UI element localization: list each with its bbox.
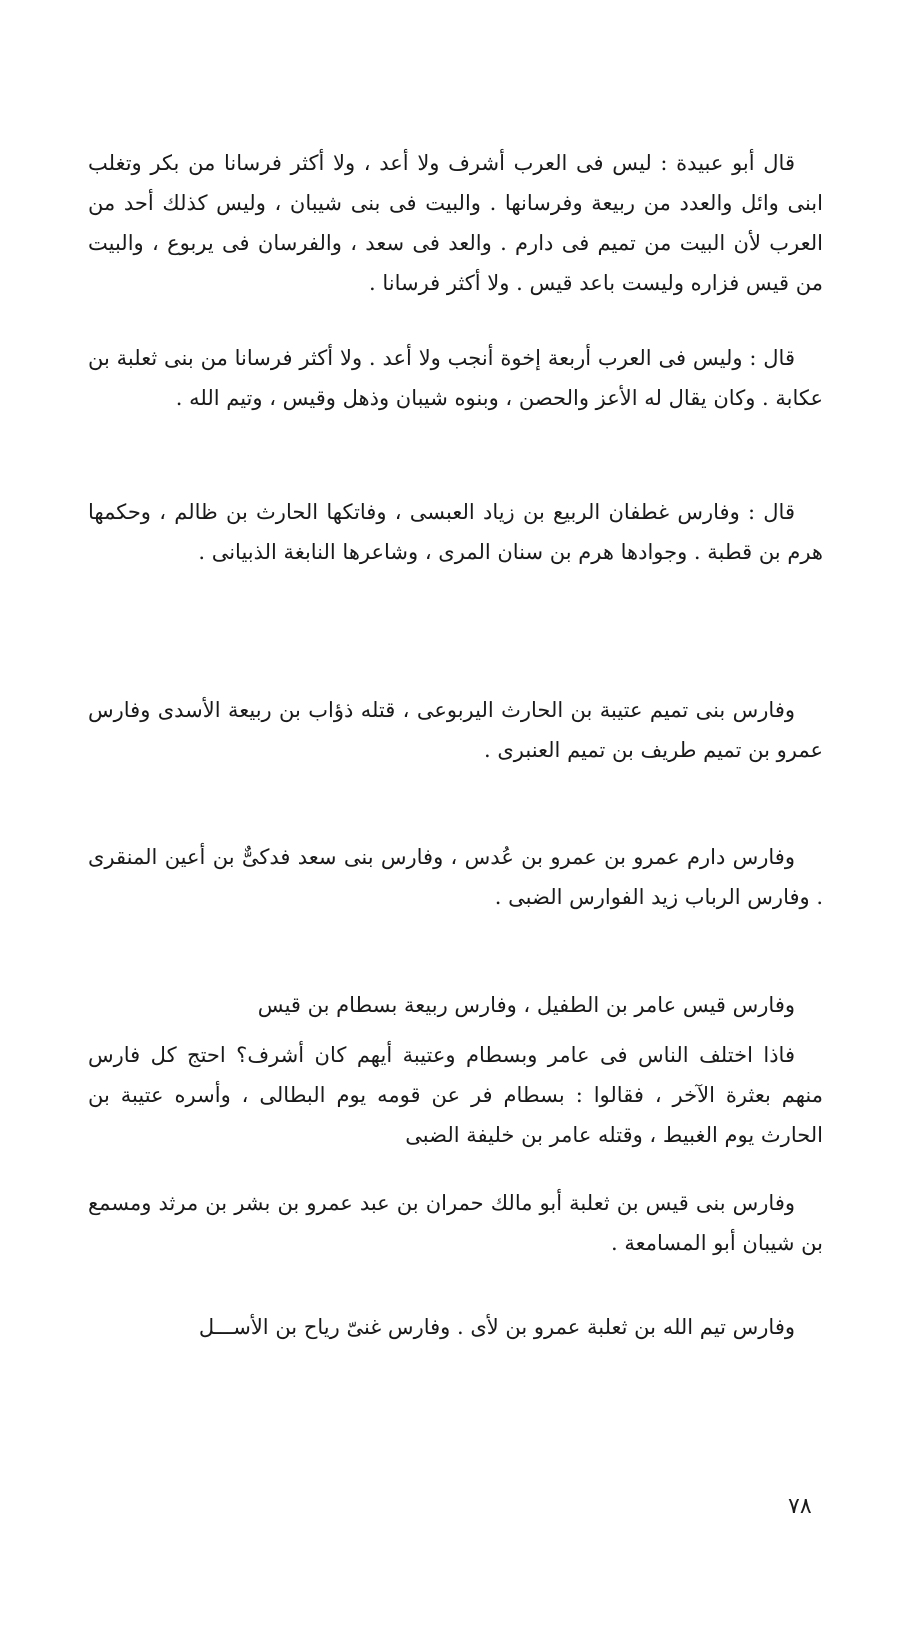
paragraph-ghatafan	[88, 492, 823, 572]
paragraph-text: قال : وفارس غطفان الربيع بن زياد العبسى ، وفاتكها الحارث بن ظالم ، وحكمها هرم بن قطبة . وجوادها هرم بن سنان المرى ، وشاعرها النابغة الذبيانى .	[88, 500, 823, 564]
paragraph-text: وفارس قيس عامر بن الطفيل ، وفارس ربيعة بسطام بن قيس	[257, 993, 795, 1017]
paragraph-four-brothers	[88, 338, 823, 418]
page-number: ٧٨	[788, 1494, 812, 1519]
paragraph-text: وفارس دارم عمرو بن عمرو بن عُدس ، وفارس بنى سعد فدكىٌّ بن أعين المنقرى . وفارس الرباب زيد الفوارس الضبى .	[88, 845, 823, 909]
paragraph-dispute	[88, 1035, 823, 1155]
paragraph-text: وفارس تيم الله بن ثعلبة عمرو بن لأى . وفارس غنىّ رياح بن الأســـل	[198, 1315, 795, 1339]
paragraph-text: وفارس بنى تميم عتيبة بن الحارث اليربوعى ، قتله ذؤاب بن ربيعة الأسدى وفارس عمرو بن تميم طريف بن تميم العنبرى .	[88, 698, 823, 762]
paragraph-text: فاذا اختلف الناس فى عامر وبسطام وعتيبة أيهم كان أشرف؟ احتج كل فارس منهم بعثرة الآخر ، فقالوا : بسطام فر عن قومه يوم البطالى ، وأسره عتيبة بن الحارث يوم الغبيط ، وقتله عامر بن خليفة الضبى	[88, 1043, 823, 1147]
paragraph-text: وفارس بنى قيس بن ثعلبة أبو مالك حمران بن عبد عمرو بن بشر بن مرثد ومسمع بن شيبان أبو المسامعة .	[88, 1191, 823, 1255]
paragraph-tamim	[88, 690, 823, 770]
paragraph-taym-allah	[88, 1307, 823, 1347]
paragraph-qays-rabia	[88, 985, 823, 1025]
paragraph-darim	[88, 837, 823, 917]
paragraph-text: قال أبو عبيدة : ليس فى العرب أشرف ولا أعد ، ولا أكثر فرسانا من بكر وتغلب ابنى وائل والعدد من ربيعة وفرسانها . والبيت فى بنى شيبان ، وليس كذلك أحد من العرب لأن البيت من تميم فى دارم . والعد فى سعد ، والفرسان فى يربوع ، والبيت من قيس فزاره وليست باعد قيس . ولا أكثر فرسانا .	[88, 151, 823, 295]
paragraph-abu-ubayda	[88, 143, 823, 303]
paragraph-qays-thalaba	[88, 1183, 823, 1263]
paragraph-text: قال : وليس فى العرب أربعة إخوة أنجب ولا أعد . ولا أكثر فرسانا من بنى ثعلبة بن عكابة . وكان يقال له الأعز والحصن ، وبنوه شيبان وذهل وقيس ، وتيم الله .	[88, 346, 823, 410]
